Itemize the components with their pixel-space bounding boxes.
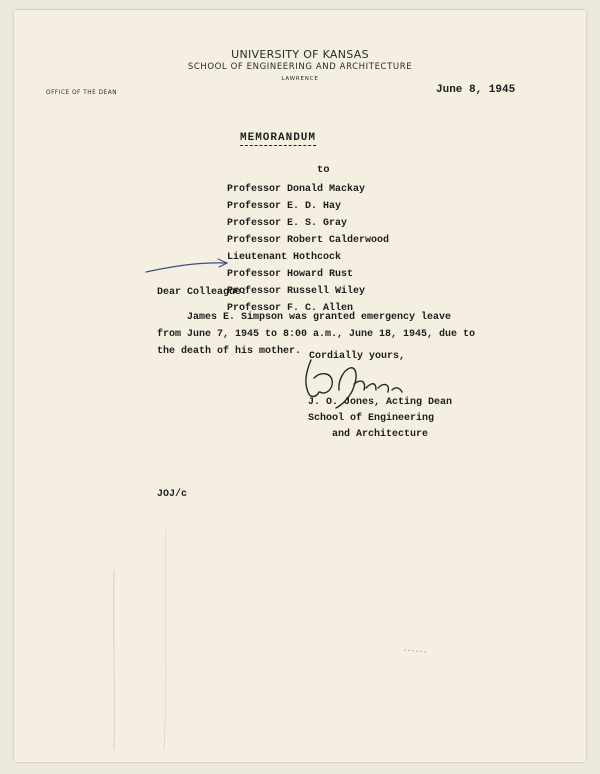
recipient-item: Professor F. C. Allen	[227, 303, 354, 314]
paper-crease-mark	[164, 530, 166, 750]
recipient-item: Lieutenant Hothcock	[227, 252, 342, 263]
recipient-list	[227, 181, 389, 317]
salutation: Dear Colleague:	[157, 287, 248, 298]
body-line: from June 7, 1945 to 8:00 a.m., June 18, 1945, due to	[157, 329, 476, 340]
annotation-marks	[14, 10, 586, 762]
recipient-item: Professor Howard Rust	[227, 269, 354, 280]
letterhead-city: LAWRENCE	[281, 76, 319, 82]
recipient-item: Professor E. S. Gray	[227, 218, 348, 229]
letter-page	[14, 10, 586, 762]
memo-heading: MEMORANDUM	[240, 132, 317, 144]
letterhead-office: OFFICE OF THE DEAN	[46, 90, 118, 96]
body-line: James E. Simpson was granted emergency leave	[157, 312, 452, 323]
recipient-item: Professor E. D. Hay	[227, 201, 342, 212]
signer-school: School of Engineering	[308, 413, 435, 424]
body-line: the death of his mother.	[157, 346, 302, 357]
reference-initials: JOJ/c	[157, 489, 188, 500]
closing: Cordially yours,	[309, 351, 406, 362]
letterhead-university: UNIVERSITY OF KANSAS	[231, 48, 369, 61]
recipient-item: Professor Donald Mackay	[227, 184, 366, 195]
paper-scuff-mark	[404, 650, 426, 652]
signer-school-cont: and Architecture	[308, 429, 429, 440]
signature-block	[308, 395, 452, 443]
paper-crease-mark	[114, 570, 115, 750]
recipient-item: Professor Robert Calderwood	[227, 235, 390, 246]
to-label: to	[317, 164, 330, 176]
letter-date: June 8, 1945	[436, 84, 516, 96]
letterhead-school: SCHOOL OF ENGINEERING AND ARCHITECTURE	[187, 62, 413, 72]
pen-arrow-icon	[146, 263, 226, 272]
recipient-item: Professor Russell Wiley	[227, 286, 366, 297]
signer-name: J. O. Jones, Acting Dean	[308, 397, 453, 408]
pen-arrow-head-icon	[218, 259, 227, 267]
